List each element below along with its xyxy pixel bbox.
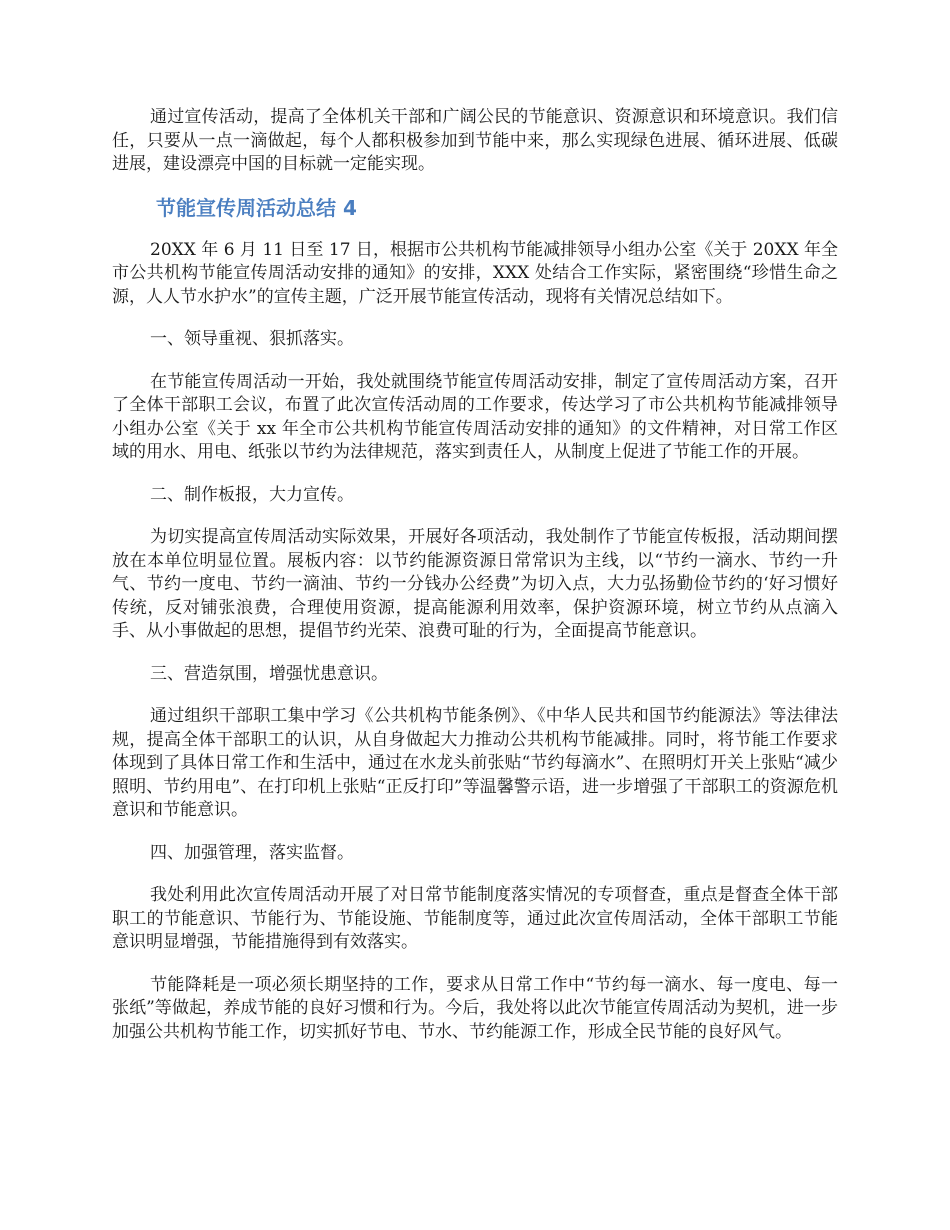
section-body-3: 通过组织干部职工集中学习《公共机构节能条例》、《中华人民共和国节约能源法》等法律法规，提高全体干部职工的认识，从自身做起大力推动公共机构节能减排。同时，将节能工作要求体现到了具体日常工作和生活中，通过在水龙头前张贴“节约每滴水”、在照明灯开关上张贴“减少照明、节约用电”、在打印机上张贴“正反打印”等温馨警示语，进一步增强了干部职工的资源危机意识和节能意识。 [112, 706, 838, 820]
opening-paragraph: 20XX 年 6 月 11 日至 17 日，根据市公共机构节能减排领导小组办公室《关于 20XX 年全市公共机构节能宣传周活动安排的通知》的安排，XXX 处结合工作实际，紧密围绕“珍惜生命之源，人人节水护水”的宣传主题，广泛开展节能宣传活动，现将有关情况总结如下。 [112, 239, 838, 307]
closing-paragraph: 节能降耗是一项必须长期坚持的工作，要求从日常工作中“节约每一滴水、每一度电、每一张纸”等做起，养成节能的良好习惯和行为。今后，我处将以此次节能宣传周活动为契机，进一步加强公共机构节能工作，切实抓好节电、节水、节约能源工作，形成全民节能的良好风气。 [112, 974, 838, 1042]
section-heading: 节能宣传周活动总结 4 [156, 195, 357, 220]
section-title-3: 三、营造氛围，增强忧患意识。 [150, 663, 388, 684]
section-body-2: 为切实提高宣传周活动实际效果，开展好各项活动，我处制作了节能宣传板报，活动期间摆放在本单位明显位置。展板内容：以节约能源资源日常常识为主线，以“节约一滴水、节约一升气、节约一度电、节约一滴油、节约一分钱办公经费”为切入点，大力弘扬勤俭节约的‘好习惯好传统，反对铺张浪费，合理使用资源，提高能源利用效率，保护资源环境，树立节约从点滴入手、从小事做起的思想，提倡节约光荣、浪费可耻的行为，全面提高节能意识。 [112, 527, 838, 641]
section-title-4: 四、加强管理，落实监督。 [150, 842, 354, 863]
section-body-4: 我处利用此次宣传周活动开展了对日常节能制度落实情况的专项督查，重点是督查全体干部职工的节能意识、节能行为、节能设施、节能制度等，通过此次宣传周活动，全体干部职工节能意识明显增强，节能措施得到有效落实。 [112, 885, 838, 952]
section-title-1: 一、领导重视、狠抓落实。 [150, 329, 354, 349]
section-title-2: 二、制作板报，大力宣传。 [150, 484, 354, 505]
intro-paragraph: 通过宣传活动，提高了全体机关干部和广阔公民的节能意识、资源意识和环境意识。我们信任，只要从一点一滴做起，每个人都积极参加到节能中来，那么实现绿色进展、循环进展、低碳进展，建设漂亮中国的目标就一定能实现。 [112, 107, 838, 174]
section-body-1: 在节能宣传周活动一开始，我处就围绕节能宣传周活动安排，制定了宣传周活动方案，召开了全体干部职工会议，布置了此次宣传活动周的工作要求，传达学习了市公共机构节能减排领导小组办公室《关于 xx 年全市公共机构节能宣传周活动安排的通知》的文件精神，对日常工作区域的用水、用电、纸张以节约为法律规范，落实到责任人，从制度上促进了节能工作的开展。 [112, 371, 838, 462]
